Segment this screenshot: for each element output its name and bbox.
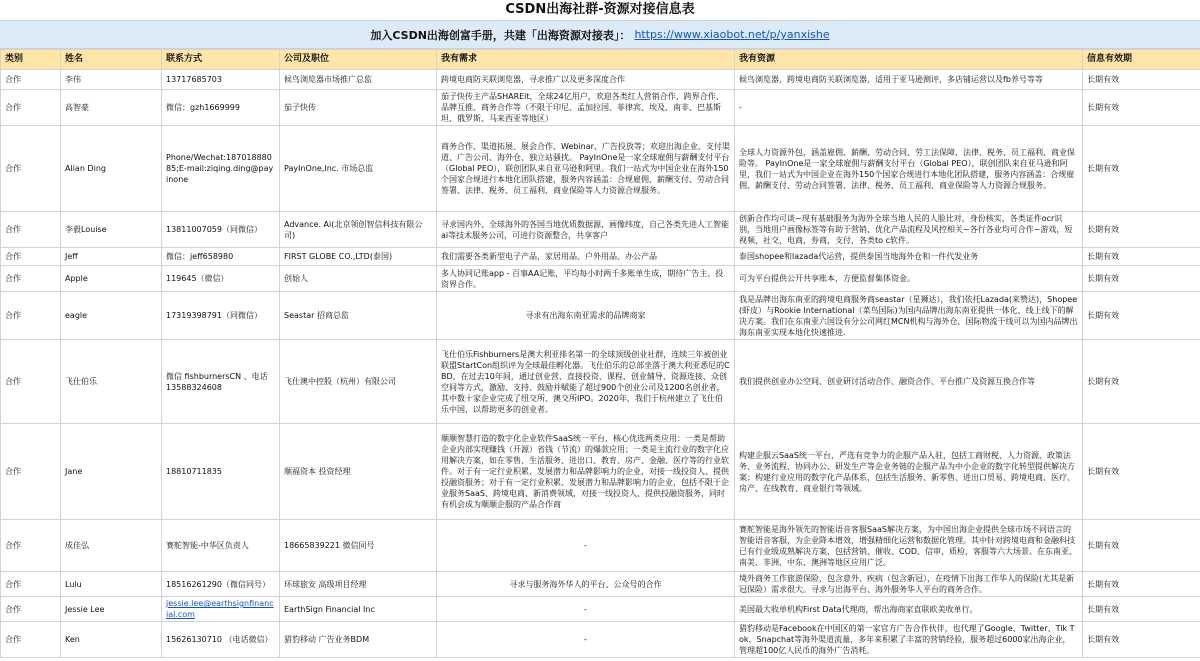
cell-company-text: 环球旅安 高级项目经理 bbox=[284, 579, 367, 589]
cell-type-text: 合作 bbox=[5, 103, 21, 112]
cell-validity[interactable] bbox=[1083, 90, 1200, 126]
cell-resource[interactable] bbox=[735, 70, 1083, 90]
cell-validity-text: 长期有效 bbox=[1087, 635, 1119, 644]
cell-type-text: 合作 bbox=[5, 274, 21, 283]
cell-company[interactable] bbox=[280, 292, 437, 340]
cell-contact-text: 13811007059（同微信） bbox=[166, 225, 262, 234]
cell-company[interactable] bbox=[280, 597, 437, 622]
table-row bbox=[1, 90, 1200, 126]
resource-table bbox=[0, 49, 1200, 658]
cell-name-text: Ken bbox=[65, 635, 80, 644]
table-row bbox=[1, 340, 1200, 424]
cell-company-text: 猎豹移动 广告业务BDM bbox=[284, 635, 370, 644]
cell-resource-text: 候鸟浏览器，跨境电商防关联浏览器，适用于亚马逊测评，多店铺运营以及fb养号等等 bbox=[739, 75, 1043, 84]
cell-validity-text: 长期有效 bbox=[1087, 225, 1119, 234]
cell-company-text: FIRST GLOBE CO.,LTD(泰国) bbox=[284, 252, 393, 261]
cell-validity[interactable] bbox=[1083, 597, 1200, 622]
cell-need-text: 茄子快传主产品SHAREit，全球24亿用户，欢迎各类红人营销合作、跨界合作、品牌互推、商务合作等（不限于印尼、孟加拉国、菲律宾、埃及、南非、巴基斯坦、俄罗斯、马来西亚等地区） bbox=[441, 92, 724, 123]
sheet-title: CSDN出海社群-资源对接信息表 bbox=[0, 0, 1200, 21]
cell-contact[interactable] bbox=[162, 126, 280, 212]
cell-name-text: eagle bbox=[65, 311, 88, 320]
cell-need[interactable] bbox=[437, 70, 735, 90]
cell-need[interactable] bbox=[437, 597, 735, 622]
cell-contact[interactable] bbox=[162, 597, 280, 622]
cell-company-text: PayInOne,Inc. 市场总监 bbox=[284, 164, 374, 173]
cell-name-text: 飞仕伯乐 bbox=[65, 377, 97, 386]
table-row bbox=[1, 70, 1200, 90]
cell-validity[interactable] bbox=[1083, 520, 1200, 572]
cell-validity[interactable] bbox=[1083, 266, 1200, 292]
cell-need[interactable] bbox=[437, 424, 735, 520]
cell-contact-text: Phone/Wechat:18701888085;E-mail:ziqing.ding@payinone bbox=[166, 153, 274, 184]
cell-company[interactable] bbox=[280, 572, 437, 597]
cell-need[interactable] bbox=[437, 572, 735, 597]
cell-type[interactable] bbox=[1, 572, 61, 597]
cell-contact-text: jessie.lee@earthsignfinancial.com bbox=[166, 599, 274, 619]
cell-company[interactable] bbox=[280, 248, 437, 266]
cell-name[interactable] bbox=[61, 597, 162, 622]
cell-resource[interactable] bbox=[735, 90, 1083, 126]
cell-contact[interactable] bbox=[162, 572, 280, 597]
cell-contact-text: 119645（微信） bbox=[166, 274, 229, 283]
banner-text: 加入CSDN出海创富手册，共建「出海资源对接表」： bbox=[370, 28, 631, 42]
cell-contact[interactable] bbox=[162, 212, 280, 248]
cell-contact-text: 17319398791（同微信） bbox=[166, 311, 262, 320]
cell-company[interactable] bbox=[280, 126, 437, 212]
cell-type-text: 合作 bbox=[5, 541, 21, 550]
cell-contact[interactable] bbox=[162, 266, 280, 292]
cell-resource-text: 创新合作均可谈~现有基础服务为海外全球当地人民的人脸比对，身份核实，各类证件ocr识别，当地用户画像标签等有助于营销，优化产品流程及风控相关~各行各业均可合作~游戏，短视频，社交，电商，券商，支付，各类to c软件。 bbox=[739, 214, 1073, 245]
cell-contact[interactable] bbox=[162, 292, 280, 340]
cell-resource-text: 构建企服云SaaS统一平台，严选有竞争力的企服产品入驻，包括工商财税、人力资源、政策法务、业务流程、协同办公、研发生产等企业务链的企服产品为中小企业的数字化转型提供解决方案；构建行业应用的数字化产品体系，包括生活服务、新零售、进出口贸易、跨境电商、医疗、房产、在线教育、商业银行等领域。 bbox=[739, 450, 1075, 493]
header-name[interactable]: 姓名 bbox=[61, 50, 162, 70]
header-row bbox=[1, 50, 1200, 70]
cell-need[interactable] bbox=[437, 292, 735, 340]
cell-need-text: 寻求国内外、全球海外的各国当地优质数据源、画像纬度，自己各类先进人工智能ai等技术服务公司，可进行资源整合，共享客户 bbox=[441, 219, 729, 240]
cell-company-text: 18665839221 微信同号 bbox=[284, 541, 375, 550]
cell-resource[interactable] bbox=[735, 572, 1083, 597]
cell-name[interactable] bbox=[61, 248, 162, 266]
cell-contact-text: 微信：jeff658980 bbox=[166, 252, 234, 261]
cell-resource[interactable] bbox=[735, 266, 1083, 292]
cell-type-text: 合作 bbox=[5, 604, 21, 614]
cell-resource[interactable] bbox=[735, 292, 1083, 340]
cell-need-text: 顺顺智慧打造的数字化企业软件SaaS统一平台，核心优选两类应用：一类是帮助企业内部实现赚钱（开源）省钱（节流）的爆款应用；一类是主流行业的数字化应用解决方案，如在零售、生活服务、进出口、教育、房产、金融、医疗等的行业软件。对于有一定行业积累、发展潜力和品牌影响力的企业，对接一线投资人、提供投融资服务；对于有一定行业积累、发展潜力和品牌影响力的企业，包括不限于企业服务SaaS、跨境电商、新消费领域，对接一线投资人、提供投融资服务，同时有机会成为顺顺企服的产品合作商 bbox=[441, 434, 729, 509]
cell-type-text: 合作 bbox=[5, 164, 21, 173]
cell-resource-text: 赛舵智能是海外领先的智能语音客服SaaS解决方案，为中国出海企业提供全球市场不同语言的智能语音客服，为企业降本增效，增强精细化运营和数据化管理。其中针对跨境电商和金融科技已有行业级成熟解决方案，包括营销、催收、COD、信审、质检，客服等六大场景。在东南亚、南美、非洲、中东、澳洲等地区应用广泛。 bbox=[739, 524, 1078, 567]
cell-resource-text: 可为平台提供公开共享账本，方便监督集体资金。 bbox=[739, 274, 915, 283]
cell-company-text: Advance. Ai(北京领创智信科技有限公司) bbox=[284, 219, 423, 240]
cell-resource[interactable] bbox=[735, 622, 1083, 658]
cell-validity-text: 长期有效 bbox=[1087, 103, 1119, 112]
cell-name-text: Jane bbox=[65, 467, 83, 476]
cell-contact[interactable] bbox=[162, 520, 280, 572]
cell-contact[interactable] bbox=[162, 622, 280, 658]
banner-link[interactable]: https://www.xiaobot.net/p/yanxishe bbox=[634, 28, 830, 41]
cell-need-text: - bbox=[584, 541, 587, 550]
cell-company-text: 飞仕澳中控股（杭州）有限公司 bbox=[284, 377, 396, 386]
cell-need[interactable] bbox=[437, 126, 735, 212]
cell-contact-text: 15626130710 （电话微信） bbox=[166, 635, 273, 644]
cell-need[interactable] bbox=[437, 248, 735, 266]
cell-type-text: 合作 bbox=[5, 252, 21, 261]
cell-type[interactable] bbox=[1, 622, 61, 658]
cell-type[interactable] bbox=[1, 292, 61, 340]
cell-resource-text: 境外商务工作旅游保险，包含意外、疾病（包含新冠），在疫情下出海工作华人的保险(尤其是新冠保险）需求很大。寻求与出海平台、海外服务华人平台的商务合作。 bbox=[739, 574, 1075, 594]
cell-type[interactable] bbox=[1, 126, 61, 212]
cell-company[interactable] bbox=[280, 520, 437, 572]
table-row bbox=[1, 266, 1200, 292]
header-validity[interactable]: 信息有效期 bbox=[1083, 50, 1200, 70]
cell-type[interactable] bbox=[1, 90, 61, 126]
cell-need-text: 我们需要各类新型电子产品，家居用品、户外用品、办公产品 bbox=[441, 252, 657, 261]
cell-type-text: 合作 bbox=[5, 377, 21, 386]
cell-name-text: Jessie Lee bbox=[65, 604, 105, 614]
cell-name[interactable] bbox=[61, 572, 162, 597]
table-row bbox=[1, 622, 1200, 658]
cell-contact-text: 13717685703 bbox=[166, 75, 222, 84]
cell-type[interactable] bbox=[1, 266, 61, 292]
table-row bbox=[1, 248, 1200, 266]
cell-name-text: Jeff bbox=[65, 252, 78, 261]
cell-need-text: 多人协同记账app - 百事AA记账，平均每小时两千多账单生成，期待广告主、投资界合作。 bbox=[441, 268, 724, 289]
cell-validity-text: 长期有效 bbox=[1087, 604, 1119, 614]
table-row bbox=[1, 292, 1200, 340]
cell-company[interactable] bbox=[280, 266, 437, 292]
cell-contact[interactable] bbox=[162, 90, 280, 126]
cell-need-text: - bbox=[584, 604, 587, 614]
cell-contact-text: 18810711835 bbox=[166, 467, 222, 476]
cell-resource-text: - bbox=[739, 103, 742, 112]
cell-type[interactable] bbox=[1, 597, 61, 622]
cell-name[interactable] bbox=[61, 70, 162, 90]
cell-type-text: 合作 bbox=[5, 635, 21, 644]
header-resource[interactable]: 我有资源 bbox=[735, 50, 1083, 70]
cell-contact-text: 微信 fishburnersCN 、电话 13588324608 bbox=[166, 371, 268, 392]
cell-validity[interactable] bbox=[1083, 212, 1200, 248]
cell-name-text: 成佳弘 bbox=[65, 541, 89, 550]
cell-company[interactable] bbox=[280, 622, 437, 658]
cell-resource-text: 我是品牌出海东南亚的跨境电商服务商seastar（星狮达），我们依托Lazada(来赞达)，Shopee(虾皮）与Rookie International（菜鸟国际)为国内品牌出海东南亚提供一体化，线上线下的解决方案。我们在东南亚六国设有分公司网红MCN机构与海外仓，国际物流干线可以为国内品牌出海东南亚实现本地化快速推进. bbox=[739, 294, 1078, 337]
cell-company[interactable] bbox=[280, 90, 437, 126]
cell-type[interactable] bbox=[1, 70, 61, 90]
table-row bbox=[1, 212, 1200, 248]
table-row bbox=[1, 126, 1200, 212]
cell-name[interactable] bbox=[61, 340, 162, 424]
cell-name-text: 李毅Louise bbox=[65, 225, 107, 234]
cell-validity-text: 长期有效 bbox=[1087, 541, 1119, 550]
cell-resource-text: 我们提供创业办公空间、创业研讨活动合作、融资合作、平台推广及资源互换合作等 bbox=[739, 377, 1035, 386]
cell-company-text: Seastar 招商总监 bbox=[284, 311, 349, 320]
table-row bbox=[1, 424, 1200, 520]
cell-resource-text: 泰国shopee和lazada代运营，提供泰国当地海外仓和一件代发业务 bbox=[739, 252, 979, 261]
cell-need-text: - bbox=[584, 635, 587, 644]
cell-name[interactable] bbox=[61, 424, 162, 520]
cell-type-text: 合作 bbox=[5, 311, 21, 320]
cell-resource[interactable] bbox=[735, 212, 1083, 248]
cell-resource[interactable] bbox=[735, 520, 1083, 572]
cell-company-text: 茄子快传 bbox=[284, 103, 316, 112]
cell-validity-text: 长期有效 bbox=[1087, 311, 1119, 320]
cell-resource[interactable] bbox=[735, 597, 1083, 622]
cell-resource[interactable] bbox=[735, 126, 1083, 212]
cell-resource-text: 猎豹移动是Facebook在中国区的第一家官方广告合作伙伴，也代理了Google、Twitter、Tik Tok、Snapchat等海外渠道流量，多年来积累了丰富的营销经验，服务超过6000家出海企业，管理超100亿人民币的海外广告消耗。 bbox=[739, 624, 1075, 655]
cell-company-text: EarthSign Financial Inc bbox=[284, 604, 375, 614]
cell-company[interactable] bbox=[280, 212, 437, 248]
header-company[interactable]: 公司及职位 bbox=[280, 50, 437, 70]
cell-name[interactable] bbox=[61, 126, 162, 212]
cell-need-text: 飞仕伯乐Fishburners是澳大利亚排名第一的全球顶级创业社群，连续三年被创业联盟StartCon组织评为全球最佳孵化器。飞仕伯乐的总部坐落于澳大利亚悉尼的CBD，在过去10年间，通过创业营、直接投资、课程、创业辅导、资源连接、众创空间等方式，激励、支持、鼓励并赋能了超过900个创业公司及1200名创业者，其中数十家企业完成了纽交所、澳交所IPO。2020年，我们于杭州建立了飞仕伯乐中国，以帮助更多的创业者。 bbox=[441, 349, 730, 414]
cell-validity[interactable] bbox=[1083, 248, 1200, 266]
cell-validity[interactable] bbox=[1083, 292, 1200, 340]
cell-contact[interactable] bbox=[162, 70, 280, 90]
cell-need[interactable] bbox=[437, 90, 735, 126]
cell-name-text: Alian Ding bbox=[65, 164, 106, 173]
cell-need[interactable] bbox=[437, 340, 735, 424]
cell-need-text: 寻求有出海东南亚需求的品牌商家 bbox=[525, 311, 646, 320]
cell-company-text: 创始人 bbox=[284, 274, 308, 283]
cell-type-text: 合作 bbox=[5, 75, 21, 84]
cell-validity-text: 长期有效 bbox=[1087, 467, 1119, 476]
cell-company[interactable] bbox=[280, 70, 437, 90]
cell-resource-text: 全球人力资源外包，涵盖雇佣、薪酬、劳动合同、劳工法保障、法律、税务、员工福利、商业保险等。 PayInOne是一家全球雇佣与薪酬支付平台（Global PEO），联创团队来自亚马逊和阿里，我们一站式为中国企业在海外150个国家合规进行本地化团队搭建，服务内容涵盖：合规雇佣、薪酬支付、劳动合同签署、法律、税务、员工福利、商业保险等人力资源合规服务。 bbox=[739, 147, 1075, 190]
cell-contact-text: 赛舵智能-中华区负责人 bbox=[166, 541, 249, 550]
cell-company-text: 候鸟浏览器市场推广总监 bbox=[284, 75, 372, 84]
cell-validity-text: 长期有效 bbox=[1087, 377, 1119, 386]
cell-type[interactable] bbox=[1, 520, 61, 572]
cell-name[interactable] bbox=[61, 520, 162, 572]
cell-resource-text: 美国最大收单机构First Data代理商，帮出海商家直联欧美收单行。 bbox=[739, 604, 978, 614]
table-row bbox=[1, 572, 1200, 597]
cell-type-text: 合作 bbox=[5, 225, 21, 234]
header-type[interactable]: 类别 bbox=[1, 50, 61, 70]
cell-name-text: Apple bbox=[65, 274, 88, 283]
header-contact[interactable]: 联系方式 bbox=[162, 50, 280, 70]
cell-contact-text: 18516261290（微信同号） bbox=[166, 579, 270, 589]
cell-name[interactable] bbox=[61, 212, 162, 248]
cell-need-text: 寻求与服务海外华人的平台、公众号的合作 bbox=[509, 579, 662, 589]
cell-validity[interactable] bbox=[1083, 70, 1200, 90]
cell-validity[interactable] bbox=[1083, 126, 1200, 212]
cell-resource[interactable] bbox=[735, 248, 1083, 266]
cell-need[interactable] bbox=[437, 622, 735, 658]
cell-resource[interactable] bbox=[735, 340, 1083, 424]
cell-contact[interactable] bbox=[162, 424, 280, 520]
banner bbox=[0, 21, 1200, 49]
cell-type[interactable] bbox=[1, 212, 61, 248]
cell-name[interactable] bbox=[61, 292, 162, 340]
cell-resource[interactable] bbox=[735, 424, 1083, 520]
cell-name-text: 高智豪 bbox=[65, 103, 89, 112]
cell-validity-text: 长期有效 bbox=[1087, 75, 1119, 84]
cell-need[interactable] bbox=[437, 212, 735, 248]
cell-type[interactable] bbox=[1, 424, 61, 520]
table-body bbox=[1, 70, 1200, 658]
cell-validity-text: 长期有效 bbox=[1087, 164, 1119, 173]
cell-validity[interactable] bbox=[1083, 622, 1200, 658]
cell-validity-text: 长期有效 bbox=[1087, 252, 1119, 261]
cell-contact[interactable] bbox=[162, 248, 280, 266]
cell-type[interactable] bbox=[1, 340, 61, 424]
cell-name[interactable] bbox=[61, 90, 162, 126]
cell-company[interactable] bbox=[280, 340, 437, 424]
cell-company[interactable] bbox=[280, 424, 437, 520]
cell-contact[interactable] bbox=[162, 340, 280, 424]
cell-company-text: 顺福资本 投资经理 bbox=[284, 467, 351, 476]
cell-type-text: 合作 bbox=[5, 467, 21, 476]
cell-name-text: Lulu bbox=[65, 579, 82, 589]
cell-validity[interactable] bbox=[1083, 424, 1200, 520]
cell-validity[interactable] bbox=[1083, 572, 1200, 597]
cell-type-text: 合作 bbox=[5, 579, 21, 589]
cell-type[interactable] bbox=[1, 248, 61, 266]
table-row bbox=[1, 597, 1200, 622]
cell-need[interactable] bbox=[437, 520, 735, 572]
cell-need-text: 商务合作、渠道拓展、展会合作、Webinar、广告投放等；欢迎出海企业、支付渠道、广告公司、海外仓、独立站骚扰。 PayInOne是一家全球雇佣与薪酬支付平台（Global PEO），联创团队来自亚马逊和阿里。我们一站式为中国企业在海外150个国家合规进行本地化团队搭建，服务内容涵盖：合规雇佣、薪酬支付、劳动合同签署、法律、税务、员工福利、商业保险等人力资源合规服务。 bbox=[441, 142, 730, 195]
cell-name[interactable] bbox=[61, 622, 162, 658]
cell-need-text: 跨境电商防关联浏览器，寻求推广以及更多深度合作 bbox=[441, 75, 625, 84]
cell-validity-text: 长期有效 bbox=[1087, 274, 1119, 283]
cell-validity-text: 长期有效 bbox=[1087, 579, 1119, 589]
cell-need[interactable] bbox=[437, 266, 735, 292]
table-row bbox=[1, 520, 1200, 572]
cell-contact-text: 微信：gzh1669999 bbox=[166, 103, 240, 112]
header-need[interactable]: 我有需求 bbox=[437, 50, 735, 70]
cell-name[interactable] bbox=[61, 266, 162, 292]
cell-name-text: 李伟 bbox=[65, 75, 81, 84]
cell-validity[interactable] bbox=[1083, 340, 1200, 424]
